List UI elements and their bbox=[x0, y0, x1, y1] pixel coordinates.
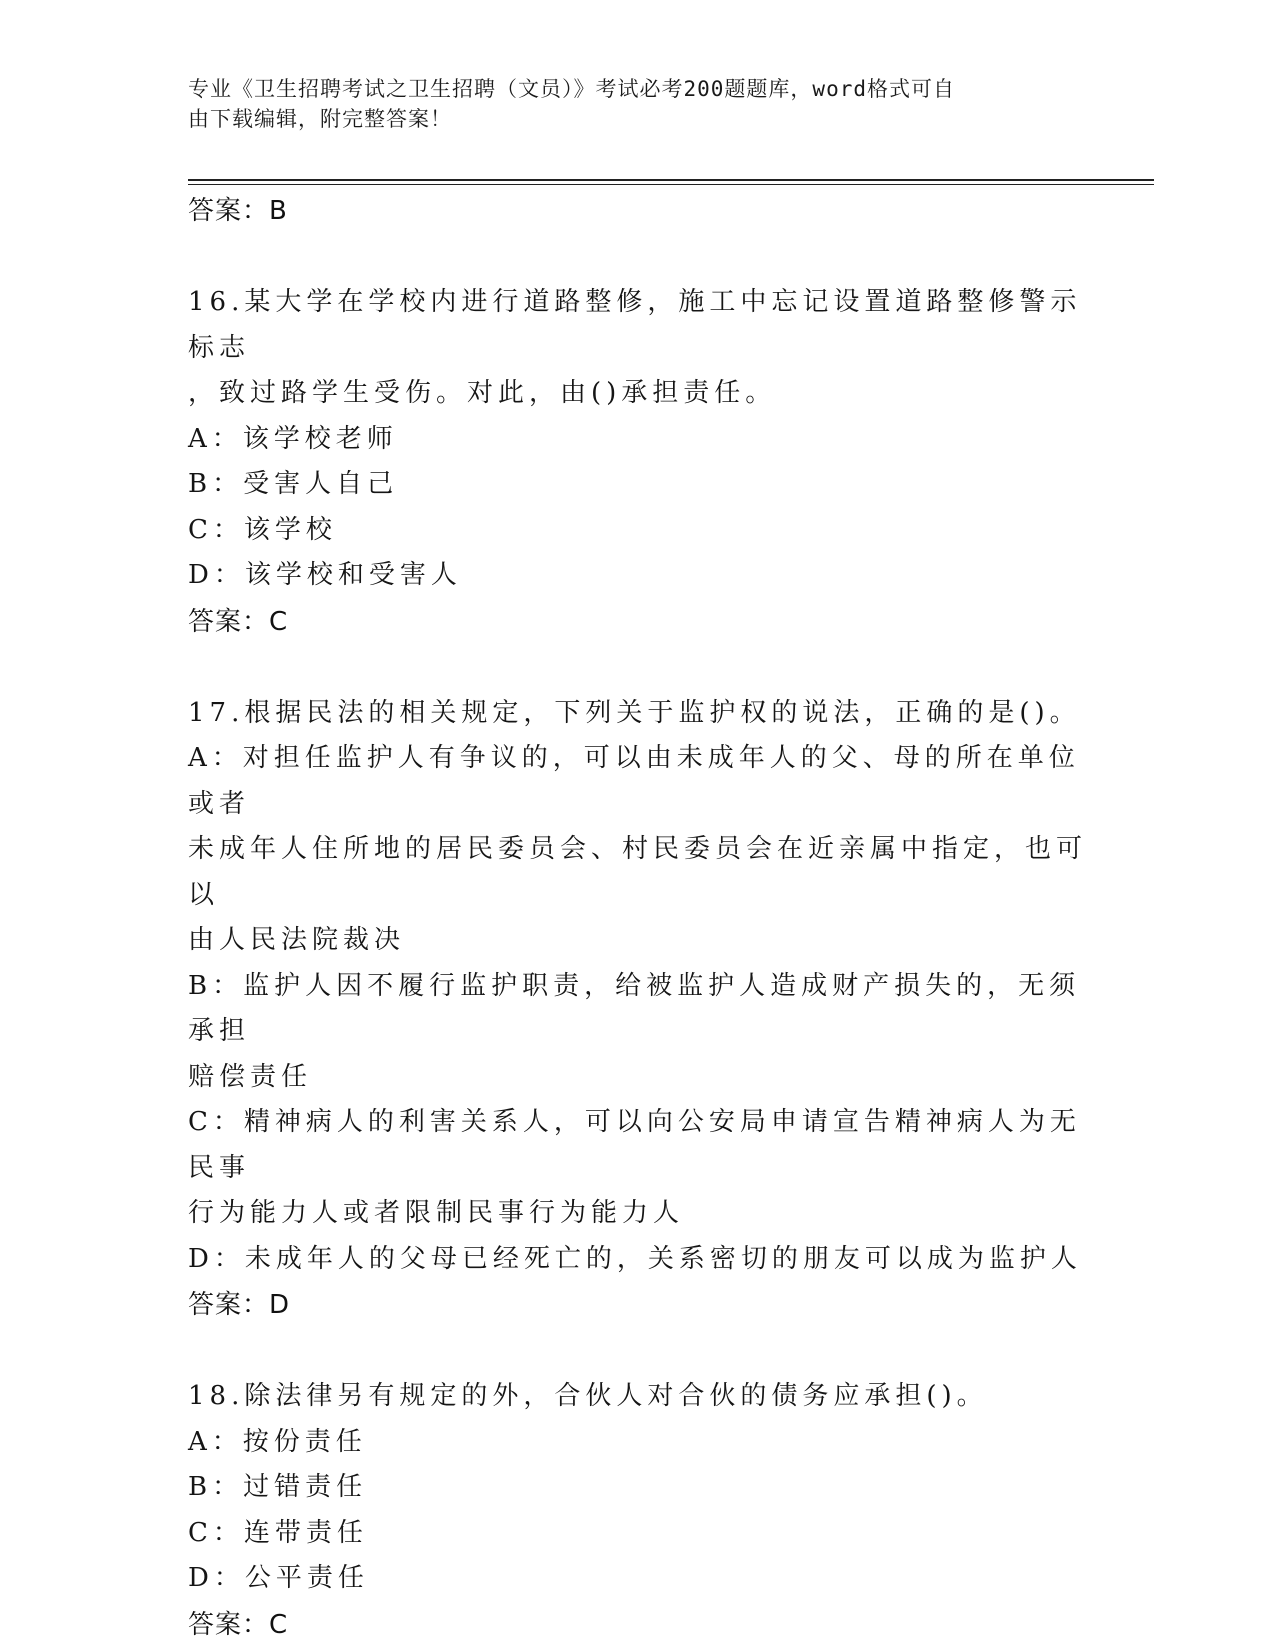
option-a: A：按份责任 bbox=[188, 1426, 367, 1457]
answer-label: 答案：C bbox=[188, 1609, 289, 1640]
option-a: A：该学校老师 bbox=[188, 423, 398, 454]
previous-answer: 答案：B bbox=[188, 196, 288, 226]
option-c: C：该学校 bbox=[188, 514, 337, 545]
header-rule-thick bbox=[188, 179, 1154, 181]
option-b-continuation: 赔偿责任 bbox=[188, 1061, 313, 1092]
option-a-continuation: 由人民法院裁决 bbox=[188, 925, 406, 955]
header-line-1: 专业《卫生招聘考试之卫生招聘（文员）》考试必考200题题库，word格式可自 bbox=[188, 77, 955, 101]
header-rule-thin bbox=[188, 184, 1154, 185]
page-header bbox=[188, 74, 1068, 134]
question-list bbox=[188, 188, 1088, 1648]
option-a-continuation: 未成年人住所地的居民委员会、村民委员会在近亲属中指定，也可以 bbox=[188, 834, 1088, 910]
option-b: B：过错责任 bbox=[188, 1472, 368, 1502]
option-c: C：精神病人的利害关系人，可以向公安局申请宣告精神病人为无民事 bbox=[188, 1107, 1081, 1183]
option-b: B：受害人自己 bbox=[188, 469, 399, 499]
option-d: D：公平责任 bbox=[188, 1563, 369, 1593]
header-line-2: 由下载编辑，附完整答案！ bbox=[188, 107, 452, 131]
question-16 bbox=[188, 280, 1088, 645]
question-stem-line: 16.某大学在学校内进行道路整修，施工中忘记设置道路整修警示标志 bbox=[188, 287, 1082, 363]
option-d: D：该学校和受害人 bbox=[188, 560, 462, 590]
option-b: B：监护人因不履行监护职责，给被监护人造成财产损失的，无须承担 bbox=[188, 970, 1081, 1046]
question-stem-line: ，致过路学生受伤。对此，由()承担责任。 bbox=[188, 378, 777, 408]
question-17 bbox=[188, 691, 1088, 1329]
answer-label: 答案：D bbox=[188, 1290, 291, 1320]
question-stem-line: 18.除法律另有规定的外，合伙人对合伙的债务应承担()。 bbox=[188, 1381, 988, 1411]
option-c-continuation: 行为能力人或者限制民事行为能力人 bbox=[188, 1198, 685, 1228]
option-a: A：对担任监护人有争议的，可以由未成年人的父、母的所在单位或者 bbox=[188, 743, 1080, 819]
question-18 bbox=[188, 1374, 1088, 1648]
question-stem-line: 17.根据民法的相关规定，下列关于监护权的说法，正确的是()。 bbox=[188, 697, 1081, 728]
answer-label: 答案：C bbox=[188, 606, 289, 637]
option-d: D：未成年人的父母已经死亡的，关系密切的朋友可以成为监护人 bbox=[188, 1243, 1082, 1274]
option-c: C：连带责任 bbox=[188, 1517, 368, 1548]
